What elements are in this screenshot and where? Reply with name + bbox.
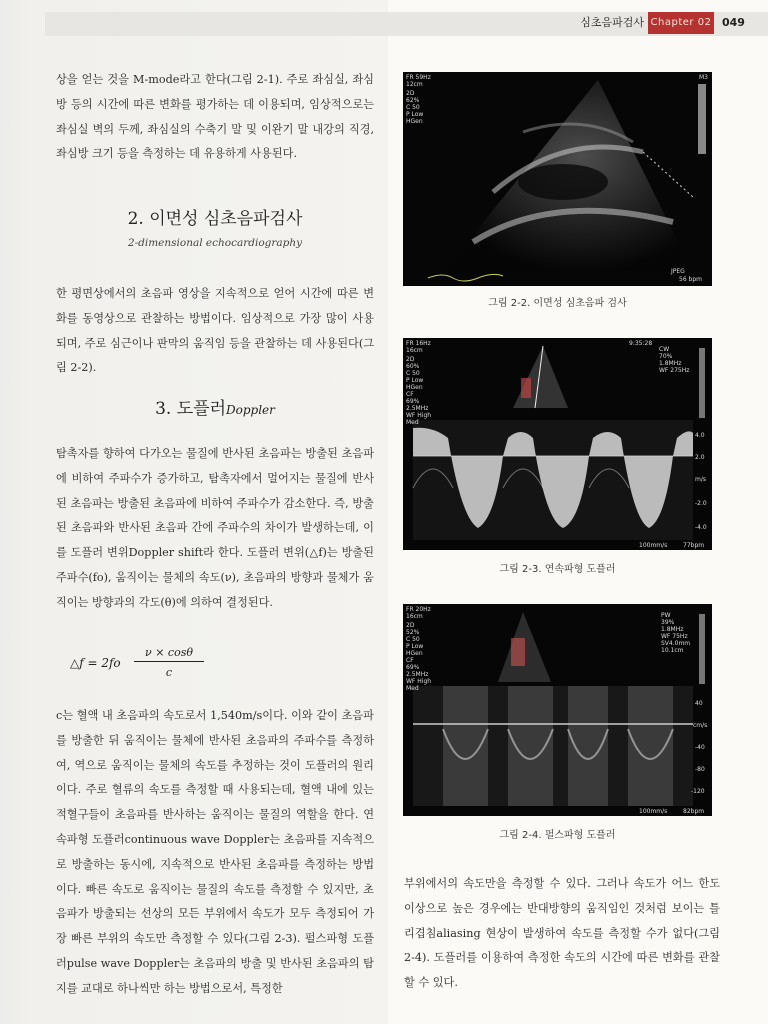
figure-2d-echo: [403, 72, 712, 286]
formula-fraction: [134, 646, 204, 679]
fig2-scale-0: 4.0: [695, 432, 705, 439]
section-title: 심초음파검사: [580, 16, 644, 29]
paragraph-aliasing: 부위에서의 속도만을 측정할 수 있다. 그러나 속도가 어느 한도 이상으로 높은 경우에는 반대방향의 움직임인 것처럼 보이는 틀리겹침aliasing 현상이 발생하여 속도를 측정할 수가 없다(그림 2-4). 도플러를 이용하여 측정한 속도의 시간에 따른 변화를 관찰할 수 있다.: [404, 877, 720, 990]
figure-cw-doppler: [403, 338, 712, 550]
fig1-framerate: FR 59Hz 12cm: [406, 74, 431, 88]
fig3-scale-4: -120: [691, 788, 705, 795]
fig3-params: 2D 52% C 50 P Low HGen CF 69% 2.5MHz WF High Med: [406, 622, 432, 692]
fig3-scale-3: -80: [695, 766, 705, 773]
section-heading-doppler: [56, 398, 374, 421]
heading-doppler-korean: 3. 도플러: [155, 399, 226, 419]
chapter-badge: Chapter 02: [648, 12, 714, 34]
fig3-sweep-speed: 100mm/s: [639, 808, 668, 815]
fig1-params: 2D 62% C 50 P Low HGen: [406, 90, 424, 125]
fig2-scale-3: -2.0: [695, 500, 707, 507]
formula-lhs: △f = 2fo: [70, 656, 121, 670]
page-number: 049: [722, 16, 745, 29]
fig3-heartrate: 82bpm: [683, 808, 705, 815]
paragraph-doppler-principle: c는 혈액 내 초음파의 속도로서 1,540m/s이다. 이와 같이 초음파를 방출한 뒤 움직이는 물체에 반사된 초음파의 주파수를 측정하여, 역으로 움직이는 물체의 속도를 추정하는 것이 도플러의 원리이다. 주로 혈류의 속도를 측정할 때 사용되는데, 혈액 내에 있는 적혈구들이 초음파를 반사하는 움직이는 물질의 역할을 한다. 연속파형 도플러continuous wave Doppler는 초음파를 지속적으로 방출하는 동시에, 지속적으로 반사된 초음파를 측정하는 방법이다. 빠른 속도로 움직이는 물질의 속도를 측정할 수 있지만, 초음파가 방출되는 선상의 모든 부위에서 속도가 모두 측정되어 가장 빠른 부위의 속도만 측정할 수 있다(그림 2-3). 펄스파형 도플러pulse wave Doppler는 초음파의 방출 및 반사된 초음파의 탐지를 교대로 하나씩만 하는 방법으로서, 특정한: [56, 709, 374, 995]
heading-doppler: [56, 398, 374, 421]
fig3-pw-params: PW 39% 1.8MHz WF 75Hz SV4.0mm 10.1cm: [661, 612, 691, 654]
formula-numerator: ν × cosθ: [134, 646, 204, 662]
fig2-scale-2: m/s: [695, 476, 706, 483]
figure-pw-doppler: [403, 604, 712, 816]
caption-fig-2-4: 그림 2-4. 펄스파형 도플러: [499, 830, 616, 841]
fig3-framerate: FR 20Hz 16cm: [406, 606, 431, 620]
fig1-heartrate: 56 bpm: [679, 276, 703, 283]
fig3-scale-2: -40: [695, 744, 705, 751]
fig2-cw-params: CW 70% 1.8MHz WF 275Hz: [659, 346, 690, 374]
fig2-params: 2D 60% C 50 P Low HGen CF 69% 2.5MHz WF High Med: [406, 356, 432, 426]
formula-denominator: c: [165, 666, 173, 679]
fig1-mi: M3: [699, 74, 708, 81]
fig3-scale-0: 40: [695, 700, 703, 707]
doppler-formula: [70, 646, 270, 686]
fig2-framerate: FR 16Hz 16cm: [406, 340, 431, 354]
fig1-bl-label: JPEG: [671, 268, 685, 275]
caption-fig-2-2: 그림 2-2. 이면성 심초음파 검사: [488, 298, 627, 309]
fig2-sweep-speed: 100mm/s: [639, 542, 668, 549]
fig2-time: 9:35:28: [629, 340, 653, 347]
paragraph-doppler-shift: 탐촉자를 향하여 다가오는 물질에 반사된 초음파는 방출된 초음파에 비하여 주파수가 증가하고, 탐촉자에서 멀어지는 물질에 반사된 초음파는 방출된 초음파에 비하여 주파수가 감소한다. 즉, 방출된 초음파와 반사된 초음파 간에 주파수의 차이가 발생하는데, 이를 도플러 변위Doppler shift라 한다. 도플러 변위(△f)는 방출된 주파수(fo), 움직이는 물체의 속도(ν), 초음파의 방향과 물체가 움직이는 방향과의 각도(θ)에 의하여 결정된다.: [56, 447, 374, 609]
fig2-heartrate: 77bpm: [683, 542, 705, 549]
paragraph-mmode: 상을 얻는 것을 M-mode라고 한다(그림 2-1). 주로 좌심실, 좌심방 등의 시간에 따른 변화를 평가하는 데 이용되며, 임상적으로는 좌심실 벽의 두께, 좌심실의 수축기 말 및 이완기 말 내강의 직경, 좌심방 크기 등을 측정하는 데 유용하게 사용된다.: [56, 73, 374, 161]
heading-2d-korean: 2. 이면성 심초음파검사: [127, 209, 303, 229]
fig3-scale-1: cm/s: [693, 722, 708, 729]
paragraph-2d: 한 평면상에서의 초음파 영상을 지속적으로 얻어 시간에 따른 변화를 동영상으로 관찰하는 방법이다. 임상적으로 가장 많이 사용되며, 주로 심근이나 판막의 움직임 등을 관찰하는 데 사용된다(그림 2-2).: [56, 287, 374, 375]
echo-2d-image: [403, 72, 712, 286]
heading-2d-english: 2-dimensional echocardiography: [127, 237, 303, 249]
heading-doppler-english: Doppler: [226, 403, 275, 417]
fig2-scale-1: 2.0: [695, 454, 705, 461]
section-heading-2d: [56, 208, 374, 252]
caption-fig-2-3: 그림 2-3. 연속파형 도플러: [499, 564, 616, 575]
fig2-scale-4: -4.0: [695, 524, 707, 531]
